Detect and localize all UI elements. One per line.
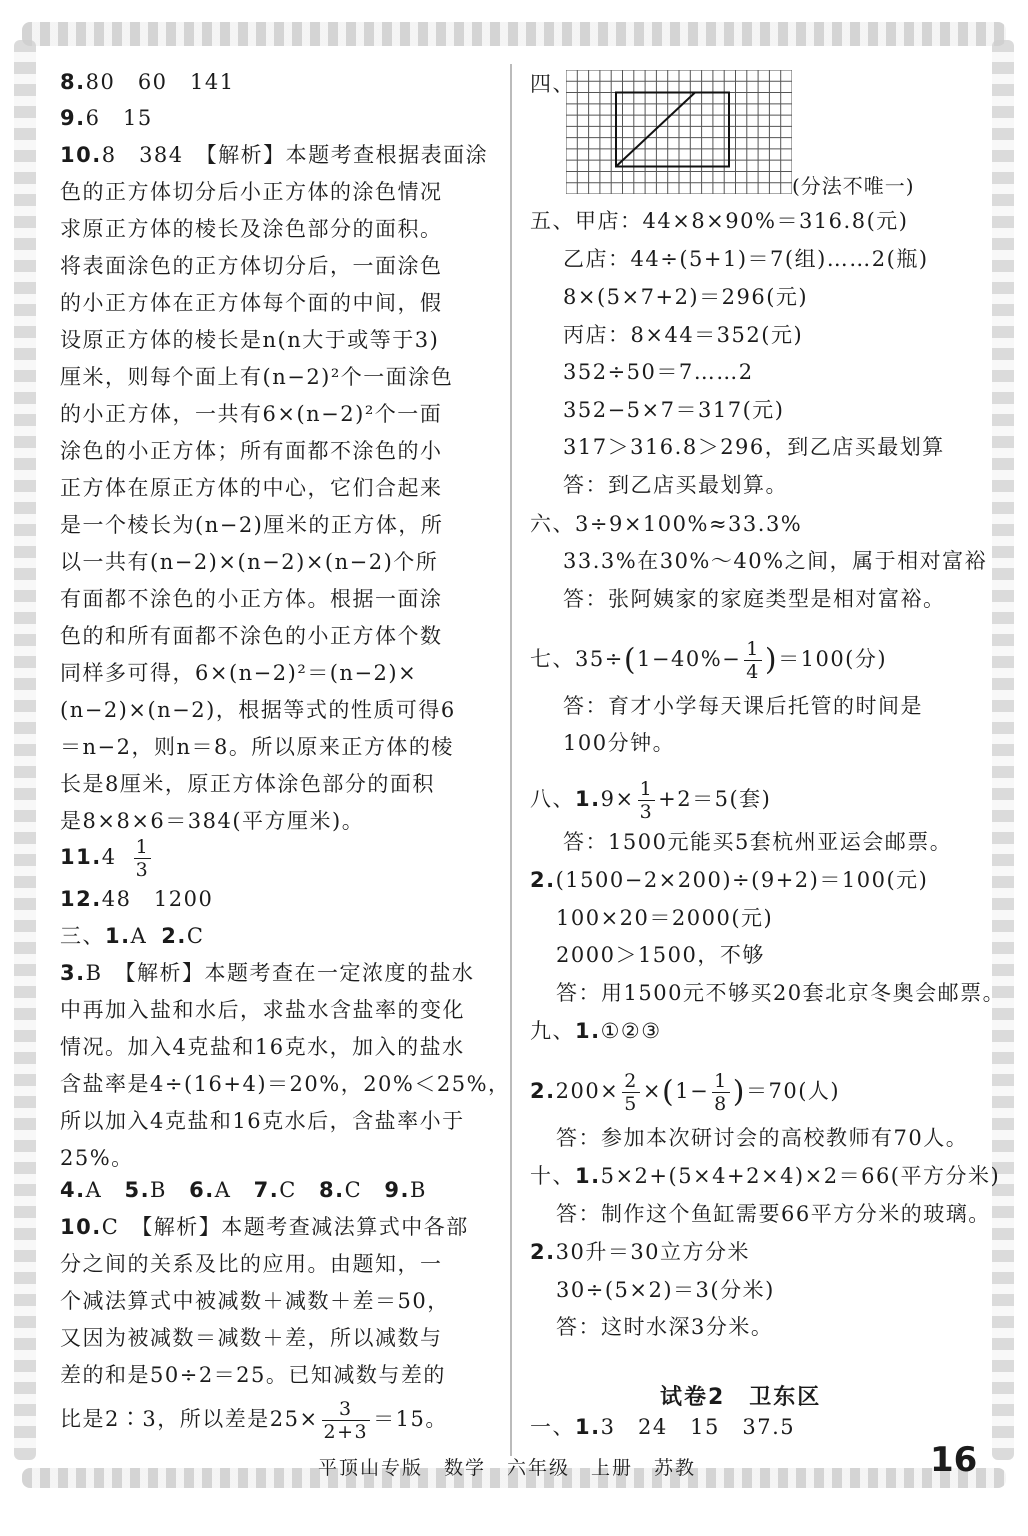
section-7-answer: 100分钟。 — [563, 731, 676, 755]
section-3-answers: 三、1.A 2.C — [60, 924, 205, 948]
decorative-left-border — [14, 40, 36, 1460]
answer-10-line: 求原正方体的棱长及涂色部分的面积。 — [60, 217, 443, 241]
decorative-right-border — [992, 40, 1014, 1460]
answer-10-line: 10.8 384 【解析】本题考查根据表面涂 — [60, 143, 489, 167]
section-10-q2-line: 30÷(5×2)＝3(分米) — [556, 1278, 775, 1302]
answer-11: 11.4 $\frac{1}{3}$ — [60, 836, 150, 881]
section-3-q10-line: 个减法算式中被减数＋减数＋差＝50， — [60, 1289, 450, 1313]
section-5-line: 丙店：8×44＝352(元) — [563, 323, 804, 347]
paper-2-title: 试卷2 卫东区 — [660, 1385, 822, 1410]
section-6-line: 六、3÷9×100%≈33.3% — [530, 512, 803, 536]
fraction: $\frac{2}{5}$ — [624, 1070, 638, 1115]
answer-10-line: 的小正方体在正方体每个面的中间，假 — [60, 291, 443, 315]
left-paren-icon: ( — [661, 1074, 676, 1110]
right-paren-icon: ) — [764, 642, 779, 678]
section-3-q10-line: 分之间的关系及比的应用。由题知，一 — [60, 1252, 443, 1276]
section-9-q2-answer: 答：参加本次研讨会的高校教师有70人。 — [556, 1126, 969, 1150]
answer-10-line: 厘米，则每个面上有(n−2)²个一面涂色 — [60, 365, 454, 389]
answer-10-line: (n−2)×(n−2)，根据等式的性质可得6 — [60, 698, 456, 722]
section-5-line: 352−5×7＝317(元) — [563, 398, 785, 422]
answer-10-line: ＝n−2，则n＝8。所以原来正方体的棱 — [60, 735, 454, 759]
section-6-line: 33.3%在30%～40%之间，属于相对富裕 — [563, 549, 988, 573]
section-5-line: 8×(5×7+2)＝296(元) — [563, 285, 809, 309]
section-10-q1-answer: 答：制作这个鱼缸需要66平方分米的玻璃。 — [556, 1202, 991, 1226]
fraction: $\frac{1}{3}$ — [639, 778, 654, 823]
section-10-q1: 十、1.5×2+(5×4+2×4)×2＝66(平方分米) — [530, 1164, 1001, 1188]
section-8-q2-answer: 答：用1500元不够买20套北京冬奥会邮票。 — [556, 981, 1006, 1005]
answer-10-line: 将表面涂色的正方体切分后，一面涂色 — [60, 254, 443, 278]
paper-2-q1: 一、1.3 24 15 37.5 — [530, 1415, 796, 1439]
answer-10-line: 正方体在原正方体的中心，它们合起来 — [60, 476, 443, 500]
answer-10-line: 以一共有(n−2)×(n−2)×(n−2)个所 — [60, 550, 439, 574]
answer-10-line: 同样多可得，6×(n−2)²＝(n−2)× — [60, 661, 418, 685]
answer-9: 9.6 15 — [60, 106, 153, 130]
section-3-q3-line: 25%。 — [60, 1146, 134, 1170]
section-9-q1: 九、1.①②③ — [530, 1019, 662, 1043]
section-5-line: 317＞316.8＞296，到乙店买最划算 — [563, 435, 945, 459]
answer-10-line: 的小正方体，一共有6×(n−2)²个一面 — [60, 402, 443, 426]
section-6-answer: 答：张阿姨家的家庭类型是相对富裕。 — [563, 587, 946, 611]
section-3-q3-line: 情况。加入4克盐和16克水，加入的盐水 — [60, 1035, 465, 1059]
section-5-answer: 答：到乙店买最划算。 — [563, 473, 788, 497]
answer-8: 8.80 60 141 — [60, 70, 235, 94]
fraction: $\frac{1}{4}$ — [746, 638, 760, 683]
column-divider — [510, 64, 512, 1456]
fraction: $\frac{1}{3}$ — [135, 836, 150, 881]
answer-10-line: 长是8厘米，原正方体涂色部分的面积 — [60, 772, 435, 796]
section-5-line: 五、甲店：44×8×90%＝316.8(元) — [530, 209, 909, 233]
section-3-q3-line: 所以加入4克盐和16克水后，含盐率小于 — [60, 1109, 465, 1133]
section-3-q3-line: 3.B 【解析】本题考查在一定浓度的盐水 — [60, 961, 475, 985]
fraction: $\frac{1}{8}$ — [714, 1070, 728, 1115]
footer-text: 平顶山专版 数学 六年级 上册 苏教 — [318, 1457, 697, 1479]
section-7-line: 七、35÷(1−40%− $\frac{1}{4}$ )＝100(分) — [530, 638, 888, 683]
multiple-choice-row: 4.A 5.B 6.A 7.C 8.C 9.B — [60, 1178, 427, 1202]
page-number: 16 — [930, 1440, 978, 1480]
section-8-q1: 八、1.9× $\frac{1}{3}$ +2＝5(套) — [530, 778, 772, 823]
answer-10-line: 有面都不涂色的小正方体。根据一面涂 — [60, 587, 443, 611]
section-4-label: 四、 — [530, 72, 575, 96]
right-paren-icon: ) — [732, 1074, 746, 1110]
section-3-q10-line: 又因为被减数＝减数＋差，所以减数与 — [60, 1326, 443, 1350]
section-8-q2-line: 100×20＝2000(元) — [556, 906, 774, 930]
fraction: $\frac{3}{2+3}$ — [323, 1398, 369, 1443]
section-9-q2: 2.200× $\frac{2}{5}$ ×(1− $\frac{1}{8}$ )＝70(人) — [530, 1070, 841, 1115]
section-5-line: 乙店：44÷(5+1)＝7(组)……2(瓶) — [563, 247, 929, 271]
answer-10-line: 涂色的小正方体；所有面都不涂色的小 — [60, 439, 443, 463]
decorative-top-border — [22, 22, 1006, 46]
section-8-q2-line: 2.(1500−2×200)÷(9+2)＝100(元) — [530, 868, 929, 892]
section-7-answer: 答：育才小学每天课后托管的时间是 — [563, 694, 923, 718]
grid-figure — [566, 70, 792, 194]
answer-10-line: 是一个棱长为(n−2)厘米的正方体，所 — [60, 513, 444, 537]
section-3-q10-line: 10.C 【解析】本题考查减法算式中各部 — [60, 1215, 469, 1239]
section-5-line: 352÷50＝7……2 — [563, 360, 754, 384]
answer-12: 12.48 1200 — [60, 887, 214, 911]
figure-caption: (分法不唯一) — [792, 174, 915, 198]
section-10-q2-line: 2.30升＝30立方分米 — [530, 1240, 751, 1264]
answer-10-line: 色的正方体切分后小正方体的涂色情况 — [60, 180, 443, 204]
section-3-q10-line: 比是2∶3，所以差是25× $\frac{3}{2+3}$ ＝15。 — [60, 1398, 448, 1443]
answer-10-line: 设原正方体的棱长是n(n大于或等于3) — [60, 328, 440, 352]
left-paren-icon: ( — [623, 642, 638, 678]
section-3-q3-line: 含盐率是4÷(16+4)＝20%，20%＜25%， — [60, 1072, 511, 1096]
section-10-q2-answer: 答：这时水深3分米。 — [556, 1315, 774, 1339]
answer-10-line: 是8×8×6＝384(平方厘米)。 — [60, 809, 365, 833]
answer-10-line: 色的和所有面都不涂色的小正方体个数 — [60, 624, 443, 648]
section-3-q10-line: 差的和是50÷2＝25。已知减数与差的 — [60, 1363, 446, 1387]
section-8-q1-answer: 答：1500元能买5套杭州亚运会邮票。 — [563, 830, 953, 854]
section-3-q3-line: 中再加入盐和水后，求盐水含盐率的变化 — [60, 998, 465, 1022]
section-8-q2-line: 2000＞1500，不够 — [556, 943, 765, 967]
